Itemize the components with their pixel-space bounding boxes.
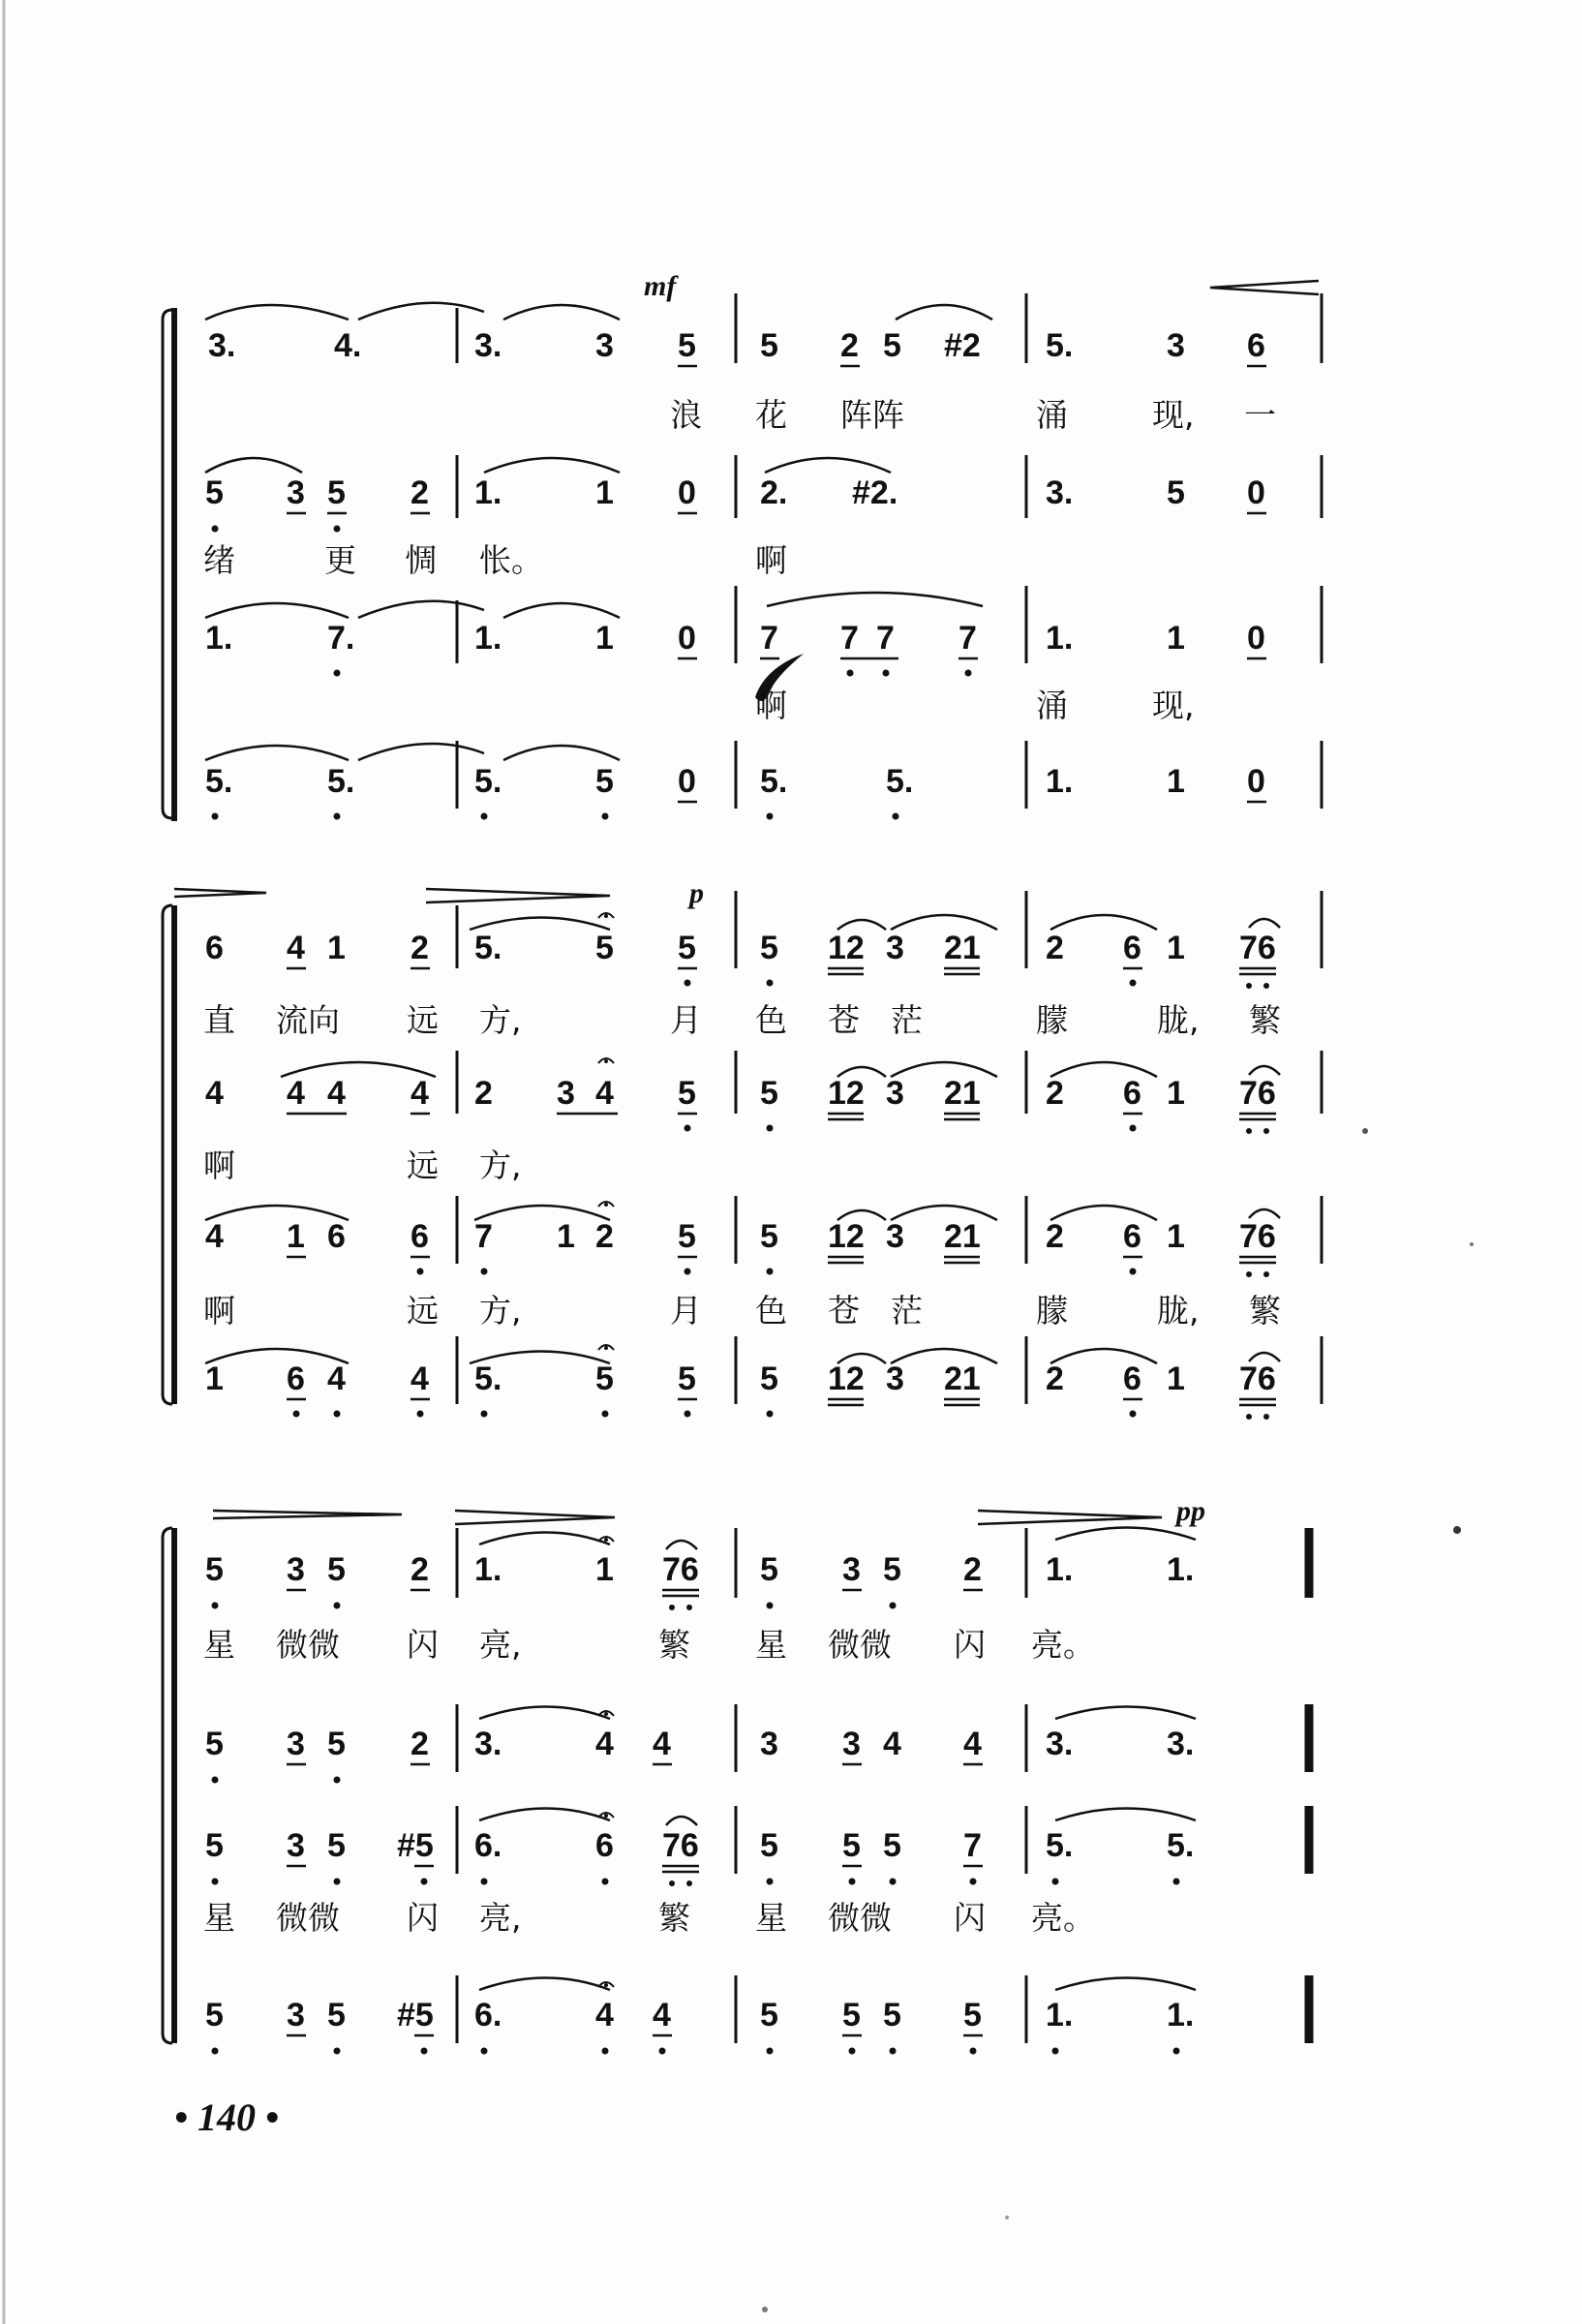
lyric: 微微 <box>276 1626 340 1664</box>
note: 1. <box>474 1551 502 1588</box>
note: 4 <box>883 1726 901 1762</box>
note: 5 <box>883 1827 901 1864</box>
note: 5. <box>474 1361 502 1397</box>
note: 1 <box>327 930 346 966</box>
note: 5 <box>327 1726 346 1762</box>
note: 4 <box>653 1726 671 1762</box>
lyric: 闪 <box>407 1899 439 1937</box>
note: 3 <box>557 1075 575 1112</box>
note: 7 <box>958 620 977 657</box>
note: 4 <box>205 1075 224 1112</box>
note: 2 <box>1046 1361 1064 1397</box>
note: 5 <box>842 1997 861 2034</box>
note: 2 <box>411 1726 429 1762</box>
note: 2 <box>1046 930 1064 966</box>
note: 21 <box>944 1361 981 1397</box>
lyric: 胧, <box>1157 1001 1200 1039</box>
lyric: 啊 <box>203 1147 235 1184</box>
lyric: 朦 <box>1036 1001 1068 1039</box>
note: 1 <box>1167 1218 1185 1255</box>
note: #2. <box>852 474 898 511</box>
note: 0 <box>1247 620 1265 657</box>
note: 1 <box>205 1361 224 1397</box>
note: 4 <box>595 1726 614 1762</box>
lyric: 星 <box>203 1899 235 1937</box>
lyric: 苍 <box>828 1001 860 1039</box>
note: 6 <box>411 1218 429 1255</box>
lyric: 闪 <box>407 1626 439 1664</box>
note: 1 <box>1167 1361 1185 1397</box>
note: 5. <box>327 763 355 800</box>
note: 5 <box>760 1075 778 1112</box>
note: 4 <box>653 1997 671 2034</box>
lyric: 远 <box>407 1292 439 1330</box>
note: 7 <box>876 620 895 657</box>
lyric: 亮。 <box>1031 1626 1095 1664</box>
note: 2 <box>1046 1075 1064 1112</box>
note: 6 <box>1247 327 1265 364</box>
lyric: 微微 <box>828 1899 892 1937</box>
note: 2 <box>963 1551 982 1588</box>
note: 21 <box>944 1218 981 1255</box>
note: 5. <box>474 930 502 966</box>
note: 2 <box>840 327 859 364</box>
lyric: 方, <box>479 1292 522 1330</box>
note: #5 <box>397 1827 434 1864</box>
note: 2 <box>1046 1218 1064 1255</box>
note: 0 <box>1247 763 1265 800</box>
note: 5 <box>678 1361 696 1397</box>
note: 6. <box>474 1997 502 2034</box>
note: 4 <box>411 1075 429 1112</box>
note: 4 <box>287 1075 305 1112</box>
note: 4 <box>205 1218 224 1255</box>
note: 3 <box>1167 327 1185 364</box>
note: 5 <box>1167 474 1185 511</box>
lyric: 远 <box>407 1001 439 1039</box>
note: 1 <box>595 620 614 657</box>
lyric: 方, <box>479 1001 522 1039</box>
note: 3 <box>886 1361 904 1397</box>
note: 5 <box>595 763 614 800</box>
note: 4 <box>327 1075 346 1112</box>
lyric: 惆 <box>405 541 437 579</box>
note: 5 <box>205 1551 224 1588</box>
note: 1. <box>1167 1997 1195 2034</box>
note: 1 <box>1167 1075 1185 1112</box>
note: 3 <box>595 327 614 364</box>
lyric: 亮, <box>479 1626 522 1664</box>
note: 7 <box>474 1218 493 1255</box>
note: 3. <box>474 327 502 364</box>
lyric: 繁 <box>658 1626 690 1664</box>
note: 6 <box>595 1827 614 1864</box>
note: 4. <box>334 327 362 364</box>
note: 0 <box>678 474 696 511</box>
lyric: 星 <box>755 1899 787 1937</box>
lyric: 朦 <box>1036 1292 1068 1330</box>
note: 5 <box>760 1827 778 1864</box>
lyric: 啊 <box>203 1292 235 1330</box>
note: 3 <box>886 930 904 966</box>
note: 76 <box>1239 1075 1276 1112</box>
note: 5 <box>760 1997 778 2034</box>
note: 2 <box>474 1075 493 1112</box>
note: 5 <box>595 1361 614 1397</box>
lyric: 浪 <box>670 396 702 434</box>
note: 5 <box>760 1361 778 1397</box>
note: 5 <box>760 1551 778 1588</box>
note: 5. <box>1046 1827 1074 1864</box>
lyric: 方, <box>479 1147 522 1184</box>
lyric: 一 <box>1244 396 1276 434</box>
note: 3 <box>287 1551 305 1588</box>
lyric: 微微 <box>276 1899 340 1937</box>
lyric: 亮, <box>479 1899 522 1937</box>
note: 12 <box>828 1075 865 1112</box>
lyric: 月 <box>670 1292 702 1330</box>
note: 12 <box>828 930 865 966</box>
note: 5 <box>595 930 614 966</box>
lyric: 直 <box>203 1001 235 1039</box>
note: 5 <box>760 930 778 966</box>
note: 3 <box>886 1075 904 1112</box>
lyric: 更 <box>324 541 356 579</box>
note: 6 <box>1123 1361 1141 1397</box>
note: 5 <box>883 1997 901 2034</box>
note: 76 <box>662 1551 699 1588</box>
lyric: 现, <box>1152 687 1195 724</box>
note: 1 <box>595 1551 614 1588</box>
note: 3. <box>1167 1726 1195 1762</box>
note: 1 <box>1167 763 1185 800</box>
lyric: 啊 <box>755 687 787 724</box>
lyric: 现, <box>1152 396 1195 434</box>
note: 5. <box>760 763 788 800</box>
note: 7 <box>760 620 778 657</box>
note: 5 <box>205 1827 224 1864</box>
note: 4 <box>411 1361 429 1397</box>
lyric: 星 <box>755 1626 787 1664</box>
note: 5 <box>327 474 346 511</box>
lyric: 色 <box>755 1292 787 1330</box>
note: 6 <box>1123 930 1141 966</box>
note: 5 <box>760 1218 778 1255</box>
note: 5 <box>963 1997 982 2034</box>
lyric: 亮。 <box>1031 1899 1095 1937</box>
note: 2 <box>411 474 429 511</box>
note: 7 <box>963 1827 982 1864</box>
note: 5. <box>1046 327 1074 364</box>
note: 6 <box>1123 1075 1141 1112</box>
note: 5 <box>842 1827 861 1864</box>
note: 5 <box>205 1997 224 2034</box>
note: 6 <box>1123 1218 1141 1255</box>
note: 12 <box>828 1218 865 1255</box>
note: 5. <box>1167 1827 1195 1864</box>
lyric: 繁 <box>1249 1292 1281 1330</box>
note: 12 <box>828 1361 865 1397</box>
lyric: 苍 <box>828 1292 860 1330</box>
note: 1. <box>474 474 502 511</box>
note: 3. <box>1046 474 1074 511</box>
note: 5. <box>886 763 914 800</box>
note: 1 <box>557 1218 575 1255</box>
lyric: 闪 <box>954 1899 986 1937</box>
note: 5 <box>760 327 778 364</box>
note: 7 <box>840 620 859 657</box>
note: 5 <box>678 1218 696 1255</box>
note: 1. <box>474 620 502 657</box>
note: #2 <box>944 327 981 364</box>
note: 6. <box>474 1827 502 1864</box>
dynamic-pp: pp <box>1176 1495 1205 1527</box>
lyric: 绪 <box>203 541 235 579</box>
note: 3. <box>1046 1726 1074 1762</box>
note: 1. <box>205 620 233 657</box>
note: 3 <box>842 1726 861 1762</box>
note: 5 <box>883 327 901 364</box>
note: 1 <box>595 474 614 511</box>
note: 5 <box>883 1551 901 1588</box>
note: 4 <box>595 1075 614 1112</box>
note: 21 <box>944 930 981 966</box>
note: 5. <box>205 763 233 800</box>
note: 5 <box>205 474 224 511</box>
dynamic-p: p <box>689 877 704 909</box>
note: 5 <box>678 930 696 966</box>
lyric: 远 <box>407 1147 439 1184</box>
note: 3 <box>287 1997 305 2034</box>
note: 1. <box>1167 1551 1195 1588</box>
note: 2 <box>411 1551 429 1588</box>
note: 2. <box>760 474 788 511</box>
note: 3 <box>287 1726 305 1762</box>
lyric: 阵阵 <box>840 396 904 434</box>
note: 76 <box>1239 930 1276 966</box>
note: 3 <box>760 1726 778 1762</box>
note: 3 <box>886 1218 904 1255</box>
note: 7. <box>327 620 355 657</box>
note: 5 <box>205 1726 224 1762</box>
lyric: 月 <box>670 1001 702 1039</box>
lyric: 花 <box>755 396 787 434</box>
lyric: 繁 <box>1249 1001 1281 1039</box>
lyric: 闪 <box>954 1626 986 1664</box>
lyric: 流向 <box>276 1001 340 1039</box>
system-2 <box>163 877 1322 1420</box>
note: 1 <box>287 1218 305 1255</box>
note: 76 <box>1239 1361 1276 1397</box>
system-1 <box>163 270 1322 821</box>
note: 4 <box>595 1997 614 2034</box>
note: 4 <box>327 1361 346 1397</box>
note: 5 <box>327 1827 346 1864</box>
dynamic-mf: mf <box>644 270 677 302</box>
note: 5 <box>327 1551 346 1588</box>
note: 5. <box>474 763 502 800</box>
note: 2 <box>595 1218 614 1255</box>
note: 76 <box>662 1827 699 1864</box>
note: 1. <box>1046 1551 1074 1588</box>
lyric: 繁 <box>658 1899 690 1937</box>
note: 6 <box>327 1218 346 1255</box>
note: 1 <box>1167 930 1185 966</box>
note: 1. <box>1046 1997 1074 2034</box>
note: 2 <box>411 930 429 966</box>
system-3 <box>163 1495 1309 2055</box>
note: 0 <box>678 620 696 657</box>
note: 0 <box>1247 474 1265 511</box>
note: 0 <box>678 763 696 800</box>
note: 4 <box>287 930 305 966</box>
lyric: 星 <box>203 1626 235 1664</box>
lyric: 茫 <box>891 1292 923 1330</box>
note: 3. <box>208 327 236 364</box>
note: 5 <box>327 1997 346 2034</box>
lyric: 色 <box>755 1001 787 1039</box>
note: 6 <box>205 930 224 966</box>
note: 21 <box>944 1075 981 1112</box>
page-number: • 140 • <box>174 2095 280 2139</box>
note: 1 <box>1167 620 1185 657</box>
lyric: 涌 <box>1036 687 1068 724</box>
note: 1. <box>1046 763 1074 800</box>
lyric: 怅。 <box>479 541 543 579</box>
lyric: 涌 <box>1036 396 1068 434</box>
note: 76 <box>1239 1218 1276 1255</box>
note: 6 <box>287 1361 305 1397</box>
note: 3 <box>842 1551 861 1588</box>
note: #5 <box>397 1997 434 2034</box>
lyric: 微微 <box>828 1626 892 1664</box>
note: 3. <box>474 1726 502 1762</box>
note: 5 <box>678 327 696 364</box>
lyric: 茫 <box>891 1001 923 1039</box>
note: 1. <box>1046 620 1074 657</box>
lyric: 胧, <box>1157 1292 1200 1330</box>
note: 3 <box>287 474 305 511</box>
note: 5 <box>678 1075 696 1112</box>
lyric: 啊 <box>755 541 787 579</box>
note: 3 <box>287 1827 305 1864</box>
note: 4 <box>963 1726 982 1762</box>
